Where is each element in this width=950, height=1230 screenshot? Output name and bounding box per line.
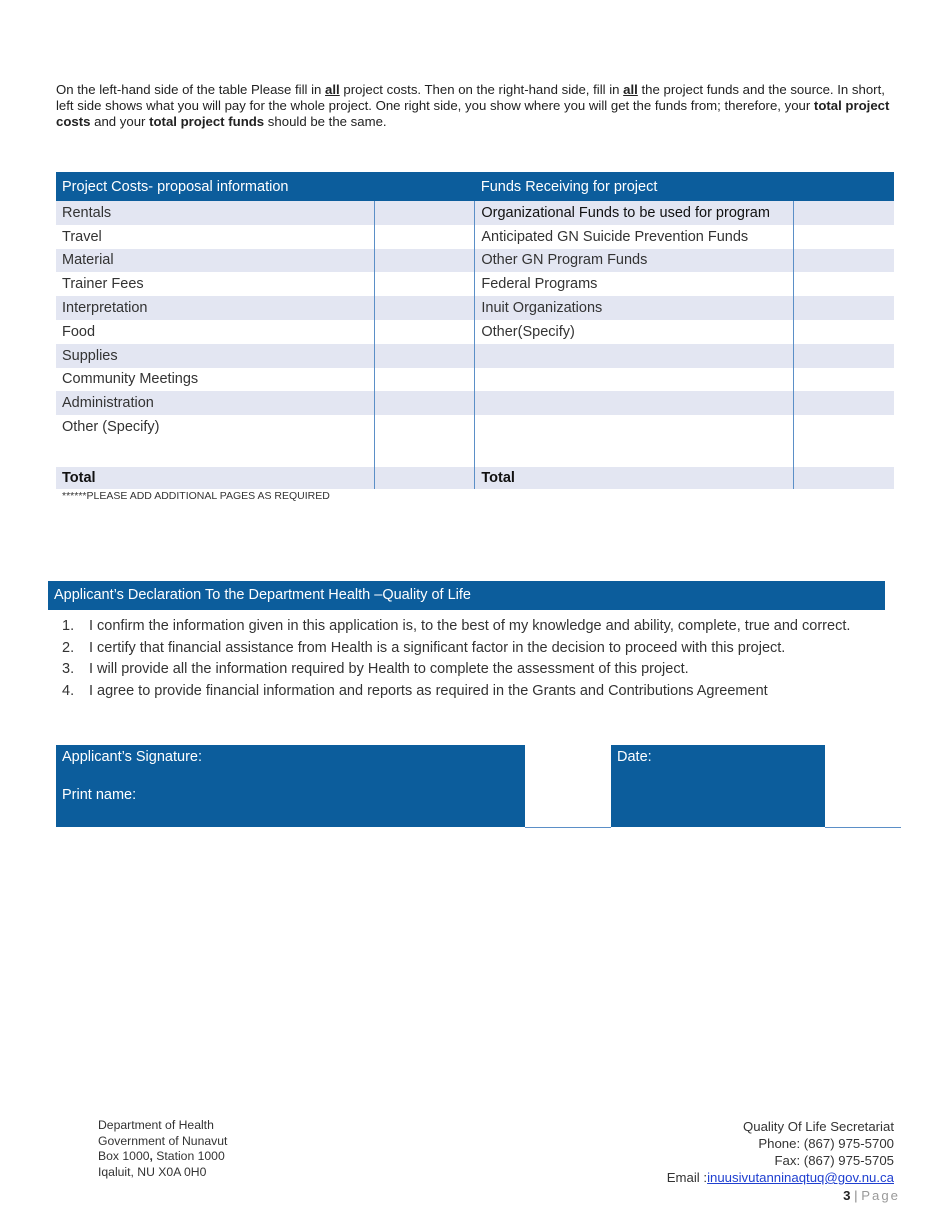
item-number: 1.: [62, 618, 75, 634]
fund-label: [475, 415, 794, 467]
cost-amount-cell[interactable]: [374, 368, 475, 392]
fund-label: Other(Specify): [475, 320, 794, 344]
fund-amount-cell[interactable]: [794, 272, 894, 296]
list-item: [62, 618, 862, 635]
item-number: 3.: [62, 661, 75, 677]
fund-amount-cell[interactable]: [794, 201, 894, 225]
totals-row: [56, 467, 894, 489]
cost-label: Community Meetings: [62, 371, 199, 388]
table-row: [56, 415, 894, 467]
table-row: [56, 296, 894, 320]
footer-department: Department of Health: [98, 1118, 214, 1132]
date-box[interactable]: [611, 745, 825, 827]
footer-city: Iqaluit, NU X0A 0H0: [98, 1164, 207, 1179]
fund-amount-cell[interactable]: [794, 391, 894, 415]
table-row: [56, 344, 894, 368]
costs-amount-header: [374, 172, 475, 201]
signature-label: Applicant’s Signature:: [62, 749, 202, 765]
item-text: I certify that financial assistance from Health is a significant factor in the decision to proceed with this project.: [89, 639, 786, 656]
item-number: 4.: [62, 682, 75, 699]
intro-text: the project funds and the source. In short, left side shows what you will pay for the whole project. One right side, you show where you will get the funds from; therefore, your: [56, 82, 885, 113]
intro-emphasis-funds: total project funds: [149, 114, 265, 129]
intro-text: should be the same.: [264, 114, 387, 129]
fund-label: [475, 344, 794, 368]
page-separator: |: [850, 1188, 862, 1203]
cost-label: Administration: [56, 391, 374, 415]
additional-pages-note: ******PLEASE ADD ADDITIONAL PAGES AS REQUIRED: [62, 490, 330, 502]
table-row: [56, 391, 894, 415]
email-label: Email :: [666, 1170, 708, 1185]
fund-amount-cell[interactable]: [794, 415, 894, 467]
list-item: [62, 640, 862, 657]
fund-total-amount[interactable]: [794, 467, 894, 489]
item-text: I will provide all the information required by Health to complete the assessment of this project.: [89, 661, 689, 677]
cost-amount-cell[interactable]: [374, 344, 475, 368]
list-item: [62, 661, 862, 678]
item-text: I confirm the information given in this application is, to the best of my knowledge and ability, complete, true and correct.: [89, 618, 851, 634]
table-row: [56, 201, 894, 225]
cost-amount-cell[interactable]: [374, 225, 475, 249]
intro-text: and your: [90, 114, 150, 129]
cost-label: Other (Specify): [62, 419, 160, 436]
footer-secretariat: Quality Of Life Secretariat: [743, 1119, 894, 1134]
intro-text: project costs. Then on the right-hand side, fill in: [339, 82, 624, 97]
cost-label: Food: [62, 323, 96, 340]
intro-text: On the left-hand side of the table Please fill in: [56, 82, 326, 97]
cost-amount-cell[interactable]: [374, 249, 475, 273]
fund-amount-cell[interactable]: [794, 320, 894, 344]
cost-amount-cell[interactable]: [374, 201, 475, 225]
table-row: [56, 225, 894, 249]
cost-label: Rentals: [56, 201, 374, 225]
fund-amount-cell[interactable]: [794, 249, 894, 273]
declaration-list: [62, 618, 862, 704]
footer-email: [667, 1169, 894, 1186]
funds-amount-header: [794, 172, 894, 201]
fund-amount-cell[interactable]: [794, 368, 894, 392]
footer-phone: Phone: (867) 975-5700: [758, 1136, 894, 1151]
intro-emphasis-all: all: [623, 82, 638, 97]
intro-emphasis-all: all: [325, 82, 340, 97]
fund-label: Other GN Program Funds: [475, 249, 794, 273]
budget-table-header: [56, 172, 894, 201]
footer-contact: [667, 1118, 894, 1186]
cost-amount-cell[interactable]: [374, 391, 475, 415]
cost-amount-cell[interactable]: [374, 320, 475, 344]
instructions-paragraph: [56, 82, 896, 130]
email-link[interactable]: inuusivutanninaqtuq@gov.nu.ca: [707, 1170, 894, 1185]
page-word: Page: [861, 1188, 900, 1203]
cost-amount-cell[interactable]: [374, 296, 475, 320]
cost-total-label: Total: [56, 467, 374, 489]
footer-address: [98, 1118, 227, 1180]
fund-label: Organizational Funds to be used for program: [475, 201, 794, 225]
cost-label: Trainer Fees: [62, 276, 144, 293]
table-row: [56, 249, 894, 273]
page-number-value: 3: [843, 1188, 851, 1203]
item-text: I agree to provide financial information and reports as required in the Grants and Contributions Agreement: [89, 682, 768, 699]
fund-label: [475, 368, 794, 392]
intro-emphasis-costs: total project costs: [56, 98, 890, 129]
fund-total-label: Total: [475, 467, 794, 489]
date-label: Date:: [617, 749, 652, 765]
print-name-label: Print name:: [62, 787, 137, 803]
cost-label: Interpretation: [56, 296, 374, 320]
fund-label: Inuit Organizations: [475, 296, 794, 320]
table-row: [56, 368, 894, 392]
table-row: [56, 320, 894, 344]
table-row: [56, 272, 894, 296]
signature-box[interactable]: [56, 745, 525, 827]
date-line: [825, 827, 901, 828]
cost-label: Supplies: [56, 344, 374, 368]
fund-label: [475, 391, 794, 415]
signature-line: [525, 827, 611, 828]
funds-header: Funds Receiving for project: [475, 172, 794, 201]
page-number: [843, 1188, 900, 1203]
item-number: 2.: [62, 639, 75, 656]
footer-box: Box 1000, Station 1000: [98, 1149, 225, 1163]
declaration-title: Applicant’s Declaration To the Department Health –Quality of Life: [48, 581, 885, 610]
fund-label: Federal Programs: [475, 272, 794, 296]
costs-header: Project Costs- proposal information: [56, 172, 374, 201]
cost-amount-cell[interactable]: [374, 415, 475, 467]
list-item: [62, 683, 862, 700]
cost-amount-cell[interactable]: [374, 272, 475, 296]
fund-amount-cell[interactable]: [794, 344, 894, 368]
cost-label: Material: [56, 249, 374, 273]
fund-amount-cell[interactable]: [794, 296, 894, 320]
footer-fax: Fax: (867) 975-5705: [774, 1153, 894, 1168]
footer-government: Government of Nunavut: [98, 1133, 228, 1148]
cost-total-amount[interactable]: [374, 467, 475, 489]
fund-amount-cell[interactable]: [794, 225, 894, 249]
cost-label: Travel: [62, 228, 102, 245]
fund-label: Anticipated GN Suicide Prevention Funds: [475, 225, 794, 249]
budget-table: [56, 172, 894, 489]
